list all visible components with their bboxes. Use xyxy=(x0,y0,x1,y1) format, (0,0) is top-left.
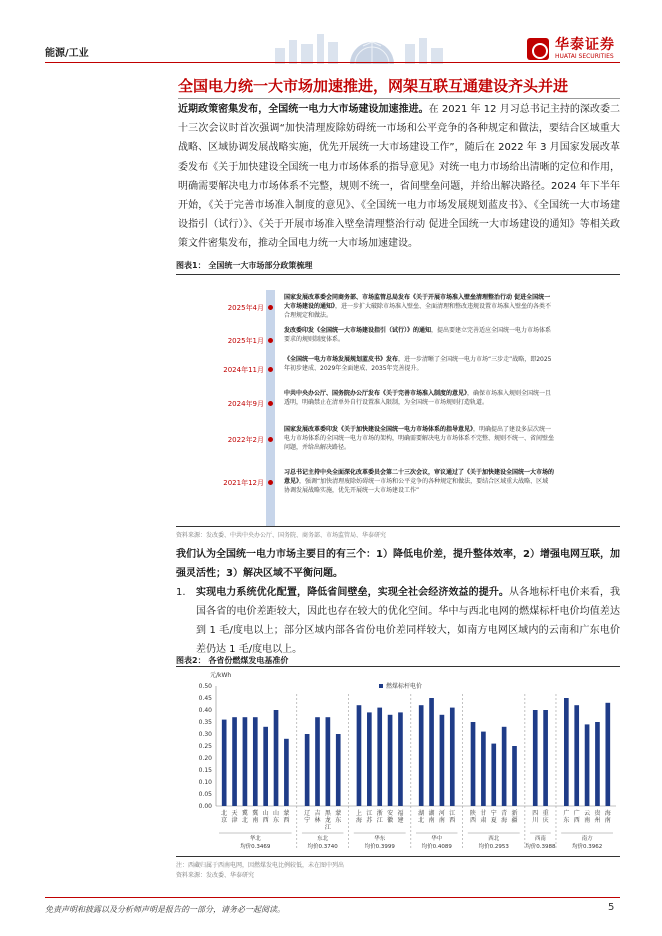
x-tick-label: 新 xyxy=(511,810,518,817)
bar xyxy=(336,734,341,806)
y-tick-label: 0.15 xyxy=(198,767,212,774)
x-tick-label: 苏 xyxy=(366,817,373,824)
x-tick-label: 西 xyxy=(283,817,290,824)
x-tick-label: 吉 xyxy=(314,810,321,817)
x-tick-label: 云 xyxy=(584,810,591,817)
item1-bold: 实现电力系统优化配置，降低省间壁垒，实现全社会经济效益的提升。 xyxy=(196,587,510,598)
timeline-event-text: ，确保市场准入规则全国统一且透明，明确禁止在清单外自行设置准入限制，为全国统一市场规则打造轨道。 xyxy=(284,390,552,406)
x-tick-label: 州 xyxy=(594,817,601,824)
timeline-event-text: ，进一步清晰了全国统一电力市场“三步走”战略，即2025年初步建成、2029年全面建成、2035年完善提升。 xyxy=(284,356,552,372)
x-tick-label: 西 xyxy=(449,817,456,824)
bar xyxy=(481,732,486,806)
x-tick-label: 宁 xyxy=(490,810,497,817)
region-average: 均价0.4089 xyxy=(421,844,452,850)
region-average: 均价0.3962 xyxy=(571,844,603,850)
timeline-event xyxy=(284,355,554,373)
x-tick-label: 上 xyxy=(355,810,362,817)
timeline-date: 2022年2月 xyxy=(227,436,264,444)
x-tick-label: 龙 xyxy=(324,817,331,824)
x-tick-label: 庆 xyxy=(542,817,549,824)
bar xyxy=(564,698,569,806)
timeline-event-title: 国家发展改革委会同商务部、市场监管总局发布《关于开展市场准入壁垒清理整治行动 促进全国统一大市场建设的通知》 xyxy=(284,294,551,310)
x-tick-label: 南 xyxy=(428,817,435,824)
region-label: 华中 xyxy=(431,836,443,842)
bar xyxy=(377,708,382,806)
x-tick-label: 福 xyxy=(397,810,404,817)
timeline-bar xyxy=(266,290,275,526)
region-label: 华东 xyxy=(374,836,386,842)
bar xyxy=(305,734,310,806)
x-tick-label: 海 xyxy=(501,817,508,824)
huatai-logo-icon xyxy=(527,38,549,60)
bar xyxy=(398,712,403,806)
x-tick-label: 川 xyxy=(532,817,539,824)
timeline-date: 2024年11月 xyxy=(223,366,264,374)
item1-text: 从各地标杆电价来看，我国各省的电价差距较大，因此也存在较大的优化空间。华中与西北电网的燃煤标杆电价均值差达到 1 毛/度电以上；部分区域内部各省份电价差同样较大，如南方电网区域内的云南和广东电价差仍达 1 毛/度电以上。 xyxy=(196,587,621,655)
x-tick-label: 青 xyxy=(501,810,508,817)
coal-price-bar-chart xyxy=(176,668,620,858)
bar xyxy=(502,727,507,806)
bar xyxy=(491,744,496,806)
region-label: 东北 xyxy=(317,836,329,842)
x-tick-label: 蒙 xyxy=(335,810,342,817)
bar xyxy=(595,722,600,806)
timeline-event-text: ，提出要建立完善适应全国统一电力市场体系要求的规则制度体系。 xyxy=(284,327,552,343)
x-tick-label: 湖 xyxy=(428,810,435,817)
x-tick-label: 南 xyxy=(584,817,591,824)
x-tick-label: 安 xyxy=(387,810,394,817)
region-average: 均价0.3740 xyxy=(307,844,338,850)
x-tick-label: 林 xyxy=(314,817,321,824)
y-tick-label: 0.00 xyxy=(198,803,212,810)
x-tick-label: 宁 xyxy=(304,817,311,824)
x-tick-label: 建 xyxy=(397,817,404,824)
x-tick-label: 江 xyxy=(376,817,383,824)
figure1-bottom-rule xyxy=(176,526,620,527)
x-tick-label: 东 xyxy=(273,817,280,824)
y-axis-label: 元/kWh xyxy=(210,672,232,679)
section-label: 能源/工业 xyxy=(45,48,89,59)
timeline-dot xyxy=(268,437,273,442)
bar xyxy=(367,712,372,806)
bar xyxy=(274,710,279,806)
bar xyxy=(543,710,548,806)
x-tick-label: 西 xyxy=(262,817,269,824)
intro-text: 在 2021 年 12 月习总书记主持的深改委二十三次会议时首次强调“加快清理废除妨碍统一市场和公平竞争的各种规定和做法，要结合区域重大战略、区域协调发展战略实施，优先开展统一大市场建设工作”，随后在 2022 年 3 月国家发展改革委发布《关于加快建设全国统一电力市场体系的指导意见》对统一电力市场给出清晰的定位和作用，明确需要解决电力市场体系不完整，规则不统一，省间壁垒问题，并给出解决路径。2024 年下半年开始，《关于完善市场准入制度的意见》、《全国统一电力市场发展规划蓝皮书》、《全国统一大市场建设指引（试行）》、《关于开展市场准入壁垒清理整治行动 促进全国统一大市场建设的通知》等相关政策文件密集发布，推动全国电力统一大市场加速建设。 xyxy=(178,104,621,250)
timeline-event-text: ，进一步扩大破除市场准入壁垒、全面清理和整改违规设置市场准入壁垒的各类不合理规定和做法。 xyxy=(284,303,552,319)
timeline-event xyxy=(284,389,554,407)
bar xyxy=(243,717,248,806)
timeline-event-title: 中共中央办公厅、国务院办公厅发布《关于完善市场准入制度的意见》 xyxy=(284,390,468,397)
timeline-dot xyxy=(268,401,273,406)
x-tick-label: 四 xyxy=(532,810,539,817)
x-tick-label: 东 xyxy=(335,817,342,824)
timeline-date: 2025年4月 xyxy=(227,304,264,312)
region-average: 均价0.2953 xyxy=(478,844,509,850)
purposes-text: 我们认为全国统一电力市场主要目的有三个：1）降低电价差，提升整体效率，2）增强电网互联，加强灵活性；3）解决区域不平衡问题。 xyxy=(176,549,620,579)
x-tick-label: 北 xyxy=(241,817,248,824)
figure2-title: 图表2： 各省份燃煤发电基准价 xyxy=(176,656,289,665)
bar xyxy=(574,705,579,806)
timeline-event-text: ，强调“加快清理废除妨碍统一市场和公平竞争的各种规定和做法，要结合区域重大战略、区域协调发展战略实施，优先开展统一大市场建设工作” xyxy=(284,478,549,494)
x-tick-label: 冀 xyxy=(252,810,259,817)
figure2-rule xyxy=(176,666,620,667)
y-tick-label: 0.35 xyxy=(198,719,212,726)
bar xyxy=(512,746,517,806)
bar xyxy=(533,710,538,806)
x-tick-label: 徽 xyxy=(387,817,394,824)
x-tick-label: 黑 xyxy=(324,810,331,817)
region-label: 西南 xyxy=(534,836,546,842)
figure1-source: 资料来源：发改委、中共中央办公厅、国务院、商务部、市场监管局、华泰研究 xyxy=(176,532,387,539)
bar xyxy=(284,739,289,806)
region-average: 均价0.3469 xyxy=(240,844,271,850)
intro-paragraph xyxy=(178,100,620,254)
y-tick-label: 0.20 xyxy=(198,755,212,762)
bar xyxy=(419,705,424,806)
figure1-rule xyxy=(176,274,620,275)
timeline-event-title: 《全国统一电力市场发展规划蓝皮书》发布 xyxy=(284,356,399,363)
timeline-event xyxy=(284,326,554,344)
timeline-dot xyxy=(268,338,273,343)
x-tick-label: 湖 xyxy=(418,810,425,817)
x-tick-label: 北 xyxy=(418,817,425,824)
logo-text-cn: 华泰证券 xyxy=(555,37,615,53)
x-tick-label: 辽 xyxy=(304,810,311,817)
legend-label: 燃煤标杆电价 xyxy=(386,683,423,690)
bar xyxy=(357,705,362,806)
bar xyxy=(263,727,268,806)
footer-rule xyxy=(45,897,620,898)
bar xyxy=(429,698,434,806)
x-tick-label: 广 xyxy=(573,810,580,817)
section-title: 全国电力统一大市场加速推进，网架互联互通建设齐头并进 xyxy=(178,77,569,95)
timeline-event xyxy=(284,425,554,452)
bar xyxy=(388,715,393,806)
x-tick-label: 贵 xyxy=(594,810,601,817)
item1-paragraph xyxy=(176,583,620,659)
item1-number: 1. xyxy=(176,587,186,598)
y-tick-label: 0.40 xyxy=(198,707,212,714)
region-average: 均价0.3988 xyxy=(525,844,556,850)
x-tick-label: 陕 xyxy=(470,810,477,817)
timeline-event xyxy=(284,293,554,320)
figure1-title: 图表1： 全国统一大市场部分政策梳理 xyxy=(176,261,313,270)
logo-text-en: HUATAI SECURITIES xyxy=(555,53,614,60)
x-tick-label: 山 xyxy=(262,810,269,817)
x-tick-label: 天 xyxy=(231,810,238,817)
x-tick-label: 南 xyxy=(438,817,445,824)
timeline-dot xyxy=(268,480,273,485)
region-label: 南方 xyxy=(581,836,593,842)
x-tick-label: 蒙 xyxy=(283,810,290,817)
footer-disclaimer: 免责声明和披露以及分析师声明是报告的一部分，请务必一起阅读。 xyxy=(45,905,285,914)
y-tick-label: 0.45 xyxy=(198,695,212,702)
bar xyxy=(450,708,455,806)
title-rule xyxy=(178,98,620,99)
timeline-date: 2025年1月 xyxy=(227,337,264,345)
timeline-date: 2024年9月 xyxy=(227,400,264,408)
bar xyxy=(326,717,331,806)
bar xyxy=(222,720,227,806)
region-average: 均价0.3999 xyxy=(364,844,395,850)
x-tick-label: 重 xyxy=(542,810,549,817)
bar xyxy=(585,724,590,806)
x-tick-label: 西 xyxy=(573,817,580,824)
timeline-dot xyxy=(268,305,273,310)
figure2-source: 资料来源：发改委、华泰研究 xyxy=(176,872,255,879)
x-tick-label: 津 xyxy=(231,817,238,824)
timeline-dot xyxy=(268,367,273,372)
y-tick-label: 0.05 xyxy=(198,791,212,798)
x-tick-label: 浙 xyxy=(376,810,383,817)
timeline-event-title: 习总书记主持中央全面深化改革委员会第二十三次会议，审议通过了《关于加快建设全国统一大市场的意见》 xyxy=(284,469,555,485)
y-tick-label: 0.10 xyxy=(198,779,212,786)
x-tick-label: 广 xyxy=(563,810,570,817)
legend-swatch xyxy=(379,684,383,688)
bar xyxy=(315,717,320,806)
x-tick-label: 江 xyxy=(366,810,373,817)
x-tick-label: 江 xyxy=(449,810,456,817)
header-rule xyxy=(45,62,620,63)
x-tick-label: 北 xyxy=(221,810,228,817)
x-tick-label: 夏 xyxy=(490,817,497,824)
x-tick-label: 东 xyxy=(563,817,570,824)
x-tick-label: 海 xyxy=(604,810,611,817)
bar xyxy=(440,715,445,806)
x-tick-label: 冀 xyxy=(241,810,248,817)
region-label: 华北 xyxy=(249,836,261,842)
region-label: 西北 xyxy=(488,836,500,842)
timeline-event-text: ，明确提出了建设多层次统一电力市场体系的全国统一电力市场的架构，明确需要解决电力市场体系不完整、规则不统一、省间壁垒问题，并给出解决路径。 xyxy=(284,426,555,451)
timeline-event-title: 发改委印发《全国统一大市场建设指引（试行）》的通知 xyxy=(284,327,432,334)
timeline-event-title: 国家发展改革委印发《关于加快建设全国统一电力市场体系的指导意见》 xyxy=(284,426,474,433)
bar xyxy=(232,717,237,806)
figure2-bottom-rule xyxy=(176,856,620,857)
y-tick-label: 0.50 xyxy=(198,683,212,690)
bar xyxy=(471,722,476,806)
page-number: 5 xyxy=(608,902,615,913)
huatai-logo xyxy=(527,34,615,64)
x-tick-label: 甘 xyxy=(480,810,487,817)
x-tick-label: 肃 xyxy=(480,817,487,824)
timeline-date: 2021年12月 xyxy=(223,479,264,487)
x-tick-label: 京 xyxy=(221,817,228,824)
x-tick-label: 南 xyxy=(604,817,611,824)
header-decoration xyxy=(255,30,465,64)
figure2-note: 注：西藏归属于西南电网，因燃煤发电比例较低，未在图中列出 xyxy=(176,862,345,869)
x-tick-label: 海 xyxy=(355,817,362,824)
purposes-paragraph xyxy=(176,545,620,583)
bar xyxy=(253,717,258,806)
x-tick-label: 疆 xyxy=(511,817,518,824)
x-tick-label: 河 xyxy=(438,810,445,817)
y-tick-label: 0.25 xyxy=(198,743,212,750)
intro-bold: 近期政策密集发布，全国统一电力大市场建设加速推进。 xyxy=(178,104,429,115)
x-tick-label: 山 xyxy=(273,810,280,817)
bar xyxy=(605,703,610,806)
x-tick-label: 西 xyxy=(470,817,477,824)
timeline-event xyxy=(284,468,554,495)
x-tick-label: 南 xyxy=(252,817,259,824)
x-tick-label: 江 xyxy=(324,824,331,831)
y-tick-label: 0.30 xyxy=(198,731,212,738)
